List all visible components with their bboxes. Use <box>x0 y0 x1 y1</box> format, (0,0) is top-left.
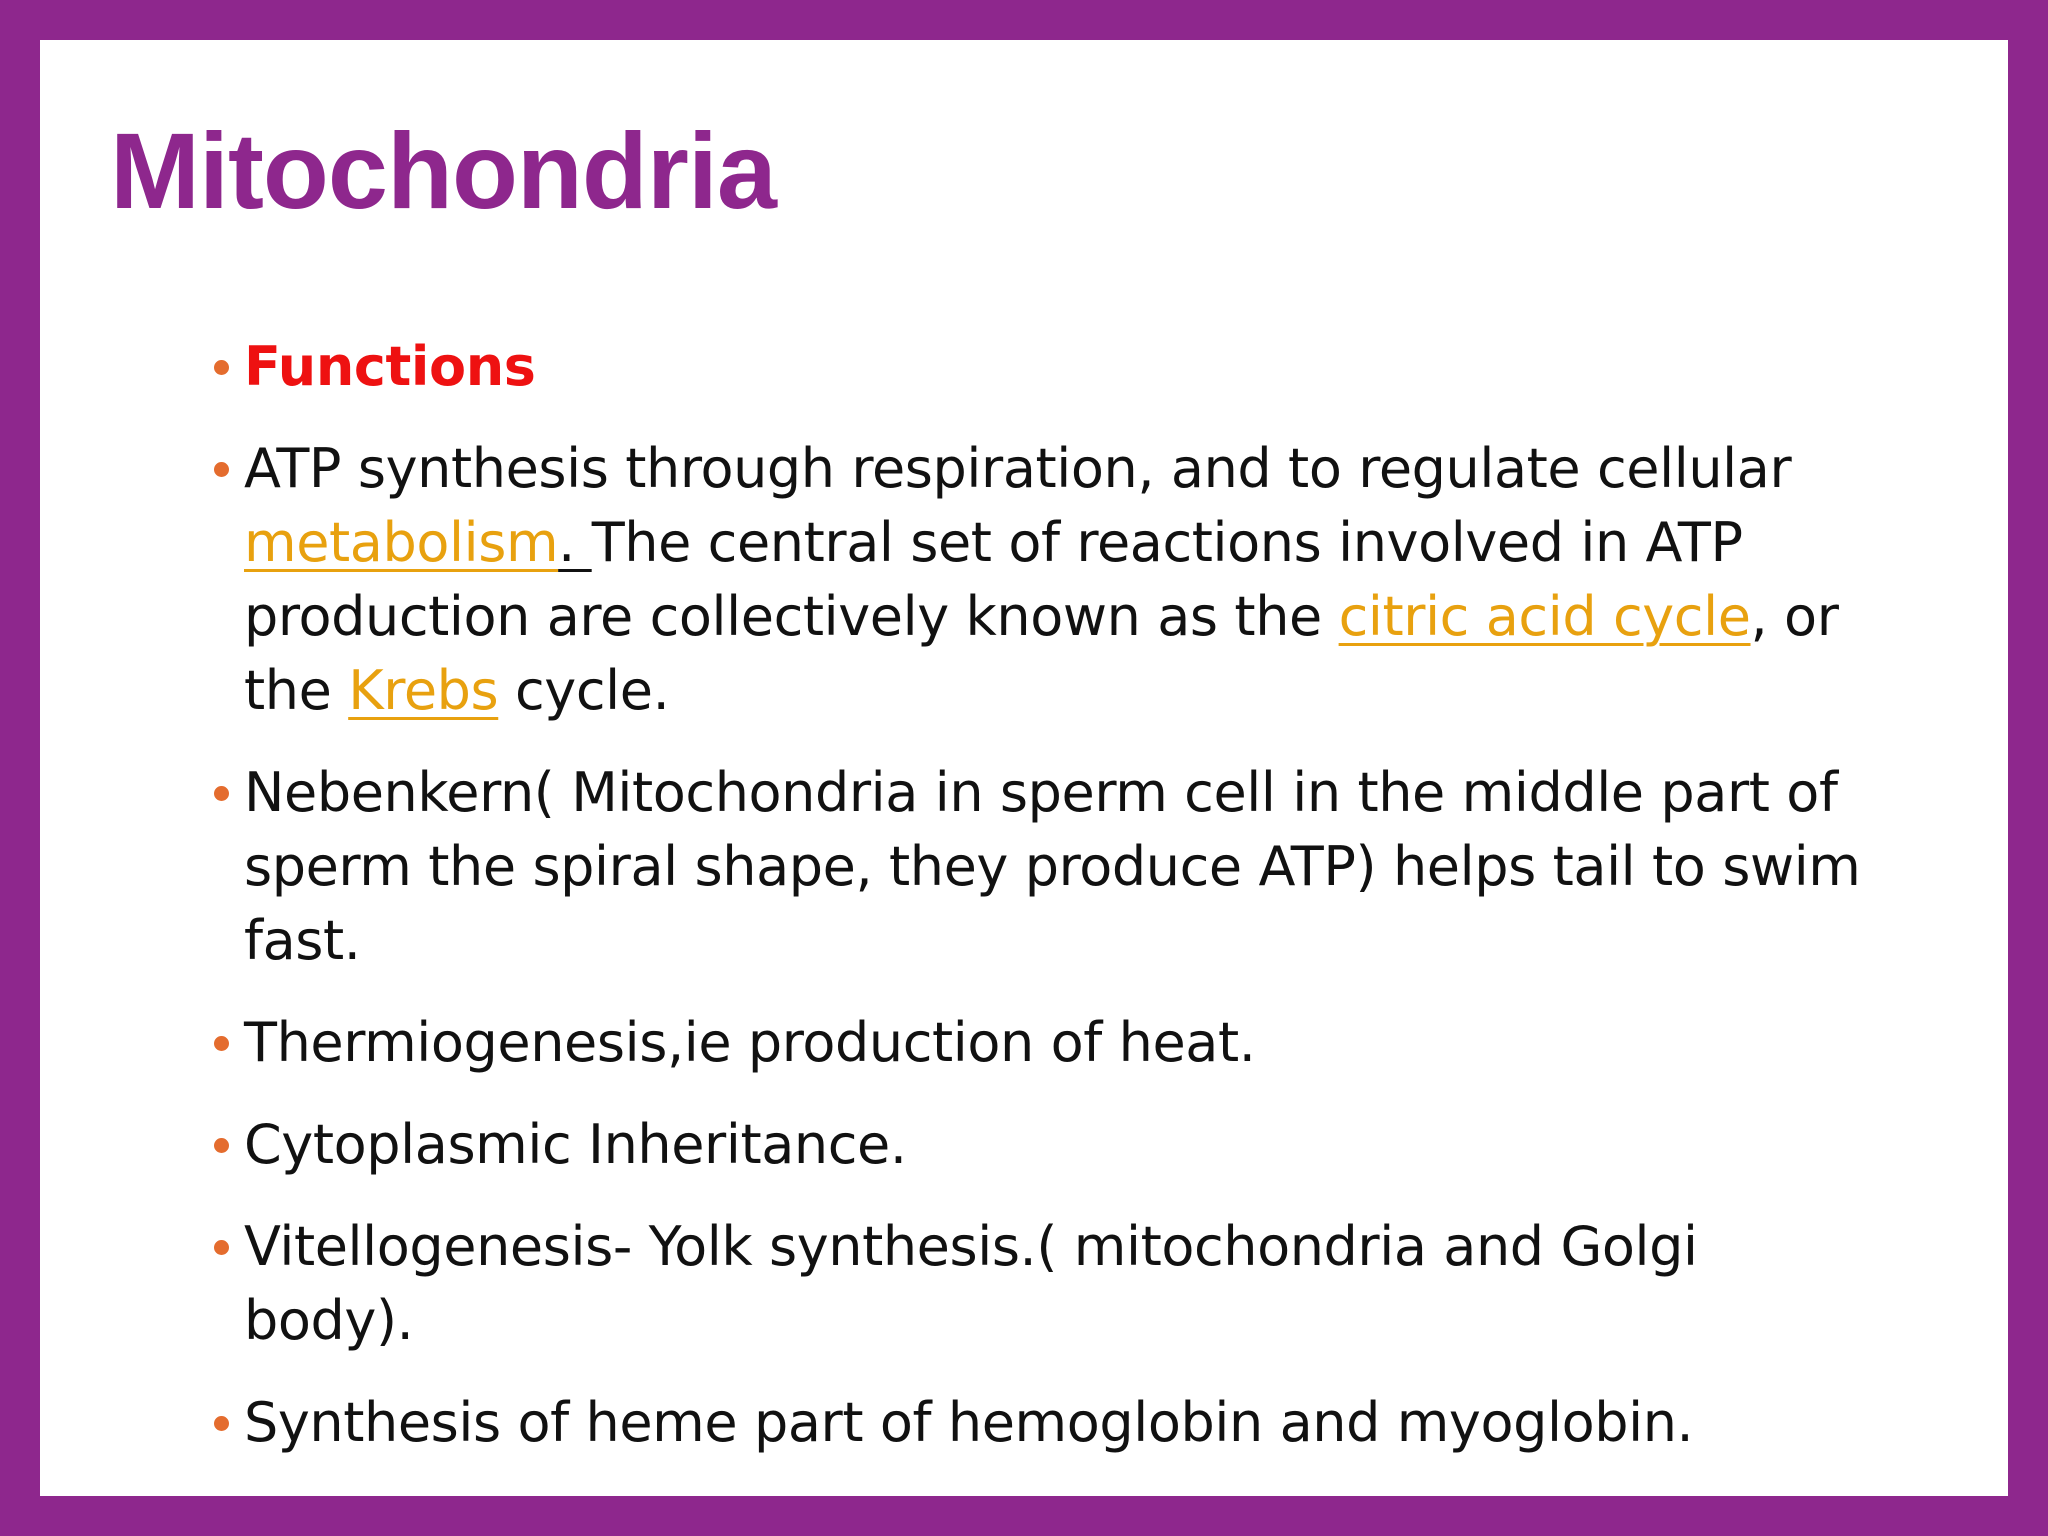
functions-heading: Functions <box>244 335 536 398</box>
bullet-item-heme <box>202 1386 1862 1460</box>
atp-text-part2: The central set of reactions involved in ATP production are collectively known as the <box>244 511 1743 648</box>
atp-text-part3: , or the <box>244 585 1839 722</box>
cytoplasmic-text: Cytoplasmic Inheritance. <box>244 1113 907 1176</box>
slide-canvas <box>40 40 2008 1496</box>
citric-acid-cycle-link[interactable]: citric acid cycle <box>1338 585 1751 648</box>
bullet-item-nebenkern <box>202 756 1862 978</box>
bullet-dot-icon <box>214 1138 229 1153</box>
bullet-dot-icon <box>214 1416 229 1431</box>
bullet-item-functions <box>202 330 1862 404</box>
bullet-dot-icon <box>214 786 229 801</box>
bullet-dot-icon <box>214 462 229 477</box>
slide-title: Mitochondria <box>110 110 776 231</box>
heme-text: Synthesis of heme part of hemoglobin and myoglobin. <box>244 1391 1694 1454</box>
bullet-item-vitellogenesis <box>202 1210 1862 1358</box>
atp-underlined-period: . <box>558 511 592 574</box>
bullet-dot-icon <box>214 360 229 375</box>
bullet-dot-icon <box>214 1240 229 1255</box>
atp-text-part4: cycle. <box>498 659 670 722</box>
vitellogenesis-text: Vitellogenesis- Yolk synthesis.( mitochondria and Golgi body). <box>244 1215 1698 1352</box>
bullet-dot-icon <box>214 1036 229 1051</box>
bullet-list <box>202 330 1862 1488</box>
bullet-item-cytoplasmic <box>202 1108 1862 1182</box>
metabolism-link[interactable]: metabolism <box>244 511 559 574</box>
nebenkern-text: Nebenkern( Mitochondria in sperm cell in the middle part of sperm the spiral shape, they produce ATP) helps tail to swim fast. <box>244 761 1861 972</box>
krebs-link[interactable]: Krebs <box>348 659 499 722</box>
thermiogenesis-text: Thermiogenesis,ie production of heat. <box>244 1011 1256 1074</box>
bullet-item-thermiogenesis <box>202 1006 1862 1080</box>
bullet-item-atp-synthesis <box>202 432 1862 728</box>
atp-text-part1: ATP synthesis through respiration, and to regulate cellular <box>244 437 1792 500</box>
